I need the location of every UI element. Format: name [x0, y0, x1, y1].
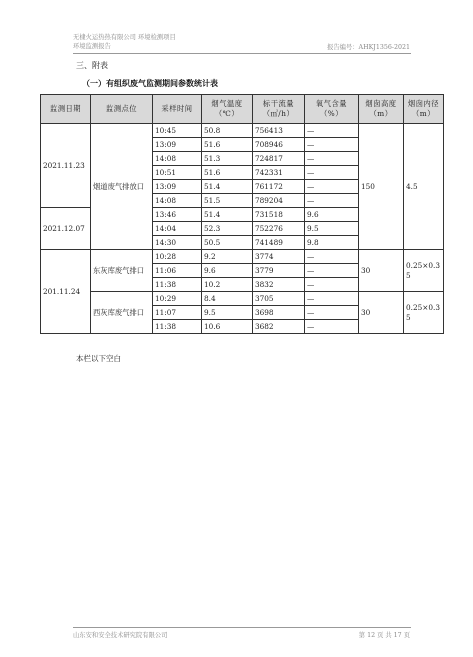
- flow-cell: 3832: [253, 278, 305, 292]
- diameter-cell: 0.25×0.35: [404, 250, 444, 292]
- temp-cell: 9.6: [202, 264, 253, 278]
- date-cell: 2021.12.07: [41, 208, 91, 250]
- flow-cell: 3698: [253, 306, 305, 320]
- flow-cell: 789204: [253, 194, 305, 208]
- oxygen-cell: —: [305, 320, 359, 334]
- time-cell: 14:30: [153, 236, 202, 250]
- header-flue-temp: 烟气温度（℃）: [202, 95, 253, 124]
- oxygen-cell: —: [305, 124, 359, 138]
- time-cell: 13:09: [153, 138, 202, 152]
- height-cell: 30: [359, 250, 404, 292]
- temp-cell: 10.6: [202, 320, 253, 334]
- oxygen-cell: —: [305, 166, 359, 180]
- temp-cell: 51.4: [202, 208, 253, 222]
- temp-cell: 51.5: [202, 194, 253, 208]
- table-header-row: [41, 95, 444, 124]
- point-cell: 东灰库废气排口: [91, 250, 153, 292]
- flow-cell: 3682: [253, 320, 305, 334]
- oxygen-cell: 9.5: [305, 222, 359, 236]
- temp-cell: 51.6: [202, 166, 253, 180]
- footer-divider: [73, 627, 411, 628]
- table-title: （一）有组织废气监测期间参数统计表: [82, 78, 218, 88]
- time-cell: 11:07: [153, 306, 202, 320]
- header-report-type: 环境监测报告: [73, 43, 111, 50]
- blank-below-note: 本栏以下空白: [76, 354, 121, 363]
- temp-cell: 9.5: [202, 306, 253, 320]
- oxygen-cell: —: [305, 152, 359, 166]
- header-sampling-time: 采样时间: [153, 95, 202, 124]
- flow-cell: 752276: [253, 222, 305, 236]
- time-cell: 10:29: [153, 292, 202, 306]
- header-point: 监测点位: [91, 95, 153, 124]
- oxygen-cell: —: [305, 292, 359, 306]
- time-cell: 11:38: [153, 278, 202, 292]
- header-oxygen: 氧气含量（%）: [305, 95, 359, 124]
- header-divider: [73, 53, 411, 54]
- header-company-line: 无棣火运热热有限公司 环境检测项目: [73, 34, 176, 41]
- flow-cell: 3774: [253, 250, 305, 264]
- oxygen-cell: —: [305, 278, 359, 292]
- oxygen-cell: —: [305, 250, 359, 264]
- temp-cell: 51.6: [202, 138, 253, 152]
- flow-cell: 708946: [253, 138, 305, 152]
- header-date: 监测日期: [41, 95, 91, 124]
- header-stack-diameter: 烟囱内径（m）: [404, 95, 444, 124]
- time-cell: 11:06: [153, 264, 202, 278]
- flow-cell: 741489: [253, 236, 305, 250]
- time-cell: 13:09: [153, 180, 202, 194]
- oxygen-cell: —: [305, 264, 359, 278]
- time-cell: 14:04: [153, 222, 202, 236]
- flow-cell: 756413: [253, 124, 305, 138]
- temp-cell: 50.8: [202, 124, 253, 138]
- time-cell: 13:46: [153, 208, 202, 222]
- time-cell: 10:28: [153, 250, 202, 264]
- table-row: [41, 292, 444, 306]
- date-cell: 201.11.24: [41, 250, 91, 334]
- date-cell: 2021.11.23: [41, 124, 91, 208]
- table-row: [41, 124, 444, 138]
- temp-cell: 9.2: [202, 250, 253, 264]
- oxygen-cell: 9.8: [305, 236, 359, 250]
- header-flow: 标干流量（㎥/h）: [253, 95, 305, 124]
- point-cell: 烟道废气排放口: [91, 124, 153, 250]
- point-cell: 西灰库废气排口: [91, 292, 153, 334]
- temp-cell: 51.4: [202, 180, 253, 194]
- temp-cell: 52.3: [202, 222, 253, 236]
- flow-cell: 3779: [253, 264, 305, 278]
- time-cell: 11:38: [153, 320, 202, 334]
- flow-cell: 724817: [253, 152, 305, 166]
- oxygen-cell: 9.6: [305, 208, 359, 222]
- time-cell: 14:08: [153, 194, 202, 208]
- diameter-cell: 0.25×0.35: [404, 292, 444, 334]
- time-cell: 10:45: [153, 124, 202, 138]
- time-cell: 10:51: [153, 166, 202, 180]
- oxygen-cell: —: [305, 180, 359, 194]
- parameter-statistics-table: [40, 94, 444, 334]
- flow-cell: 742331: [253, 166, 305, 180]
- flow-cell: 761172: [253, 180, 305, 194]
- flow-cell: 731518: [253, 208, 305, 222]
- temp-cell: 10.2: [202, 278, 253, 292]
- oxygen-cell: —: [305, 138, 359, 152]
- diameter-cell: 4.5: [404, 124, 444, 250]
- temp-cell: 50.5: [202, 236, 253, 250]
- temp-cell: 51.3: [202, 152, 253, 166]
- footer-page-number: 第 12 页 共 17 页: [358, 632, 410, 639]
- temp-cell: 8.4: [202, 292, 253, 306]
- oxygen-cell: —: [305, 306, 359, 320]
- height-cell: 30: [359, 292, 404, 334]
- footer-company: 山东安和安全技术研究院有限公司: [73, 632, 168, 639]
- header-stack-height: 烟囱高度（m）: [359, 95, 404, 124]
- time-cell: 14:08: [153, 152, 202, 166]
- oxygen-cell: —: [305, 194, 359, 208]
- header-report-number: 报告编号：AHKJ1356-2021: [327, 44, 410, 51]
- table-row: [41, 250, 444, 264]
- height-cell: 150: [359, 124, 404, 250]
- section-title: 三、附表: [76, 61, 108, 70]
- flow-cell: 3705: [253, 292, 305, 306]
